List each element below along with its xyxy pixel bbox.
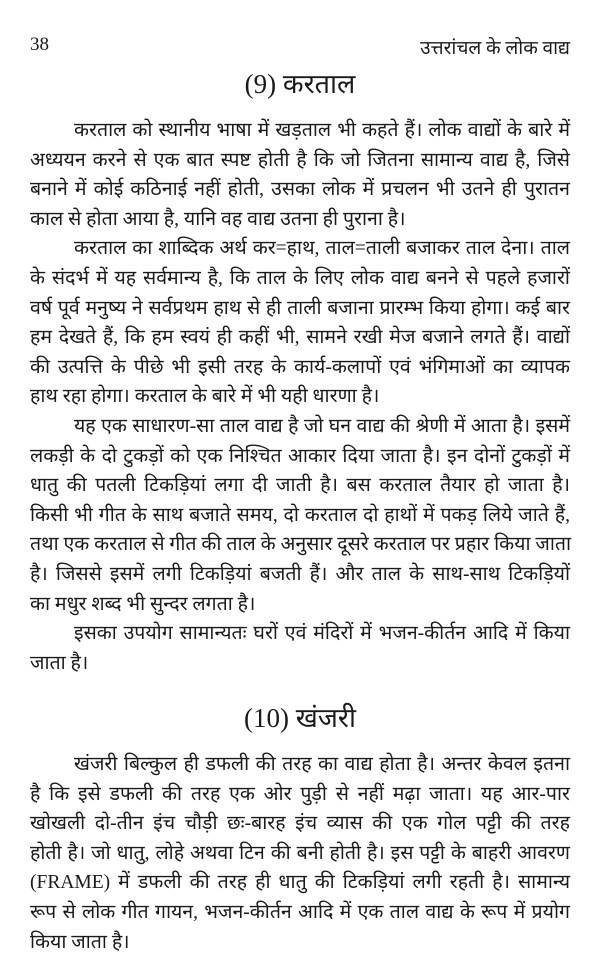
text-line: बनाने में कोई कठिनाई नहीं होती, उसका लोक में प्रचलन भी उतने ही पुरातन: [30, 179, 570, 201]
text-line: हाथ रहा होगा। करताल के बारे में भी यही धारणा है।: [30, 386, 380, 408]
text-line: किया जाता है।: [30, 931, 130, 953]
text-line: लकड़ी के दो टुकड़ों को एक निश्चित आकार दिया जाता है। इन दोनों टुकड़ों में: [30, 445, 570, 467]
text-line: करताल का शाब्दिक अर्थ कर=हाथ, ताल=ताली बजाकर ताल देना। ताल: [74, 238, 570, 260]
text-line: की उत्पत्ति के पीछे भी इसी तरह के कार्य-कलापों एवं भंगिमाओं का व्यापक: [30, 356, 570, 378]
text-line: धातु की पतली टिकड़ियां लगा दी जाती है। बस करताल तैयार हो जाता है।: [30, 475, 570, 497]
text-line: किसी भी गीत के साथ बजाते समय, दो करताल दो हाथों में पकड़ लिये जाते हैं,: [30, 504, 570, 526]
paragraph: [30, 116, 570, 234]
text-line: रूप से लोक गीत गायन, भजन-कीर्तन आदि में एक ताल वाद्य के रूप में प्रयोग: [30, 901, 570, 923]
text-line: है कि इसे डफली की तरह एक ओर पुड़ी से नहीं मढ़ा जाता। यह आर-पार: [30, 783, 570, 805]
paragraph: [30, 234, 570, 412]
text-line: (FRAME) में डफली की तरह ही धातु की टिकड़ियां लगी रहती है। सामान्य: [30, 872, 570, 894]
text-line: खोखली दो-तीन इंच चौड़ी छः-बारह इंच व्यास की एक गोल पट्टी की तरह: [30, 813, 570, 835]
text-line: जाता है।: [30, 652, 89, 674]
text-line: इसका उपयोग सामान्यतः घरों एवं मंदिरों में भजन-कीर्तन आदि में किया: [74, 623, 570, 645]
paragraph: [30, 750, 570, 957]
text-line: है। जिससे इसमें लगी टिकड़ियां बजती हैं। और ताल के साथ-साथ टिकड़ियों: [30, 563, 570, 585]
text-line: खंजरी बिल्कुल ही डफली की तरह का वाद्य होता है। अन्तर केवल इतना: [74, 754, 570, 775]
section-body-khanjari: [30, 750, 570, 957]
running-title: उत्तरांचल के लोक वाद्य: [420, 38, 570, 59]
text-line: वर्ष पूर्व मनुष्य ने सर्वप्रथम हाथ से ही ताली बजाना प्रारम्भ किया होगा। कई बार: [30, 297, 570, 319]
text-line: तथा एक करताल से गीत की ताल के अनुसार दूसरे करताल पर प्रहार किया जाता: [30, 534, 572, 556]
paragraph: [30, 619, 570, 678]
text-line: हम देखते हैं, कि हम स्वयं ही कहीं भी, सामने रखी मेज बजाने लगते हैं। वाद्यों: [30, 327, 570, 349]
page-number: 38: [30, 34, 49, 55]
text-line: अध्ययन करने से एक बात स्पष्ट होती है कि जो जितना सामान्य वाद्य है, जिसे: [30, 149, 570, 171]
text-line: का मधुर शब्द भी सुन्दर लगता है।: [30, 593, 256, 615]
text-line: के संदर्भ में यह सर्वमान्य है, कि ताल के लिए लोक वाद्य बनने से पहले हजारों: [30, 267, 570, 289]
text-line: करताल को स्थानीय भाषा में खड़ताल भी कहते हैं। लोक वाद्यों के बारे में: [74, 120, 570, 141]
paragraph: [30, 412, 570, 619]
section-title-kartal: (9) करताल: [244, 69, 356, 99]
section-body-kartal: [30, 116, 570, 678]
text-line: यह एक साधारण-सा ताल वाद्य है जो घन वाद्य की श्रेणी में आता है। इसमें: [74, 415, 570, 437]
text-line: होती है। जो धातु, लोहे अथवा टिन की बनी होती है। इस पट्टी के बाहरी आवरण: [30, 842, 570, 864]
section-title-khanjari: (10) खंजरी: [244, 703, 356, 733]
text-line: काल से होता आया है, यानि वह वाद्य उतना ही पुराना है।: [30, 208, 406, 230]
